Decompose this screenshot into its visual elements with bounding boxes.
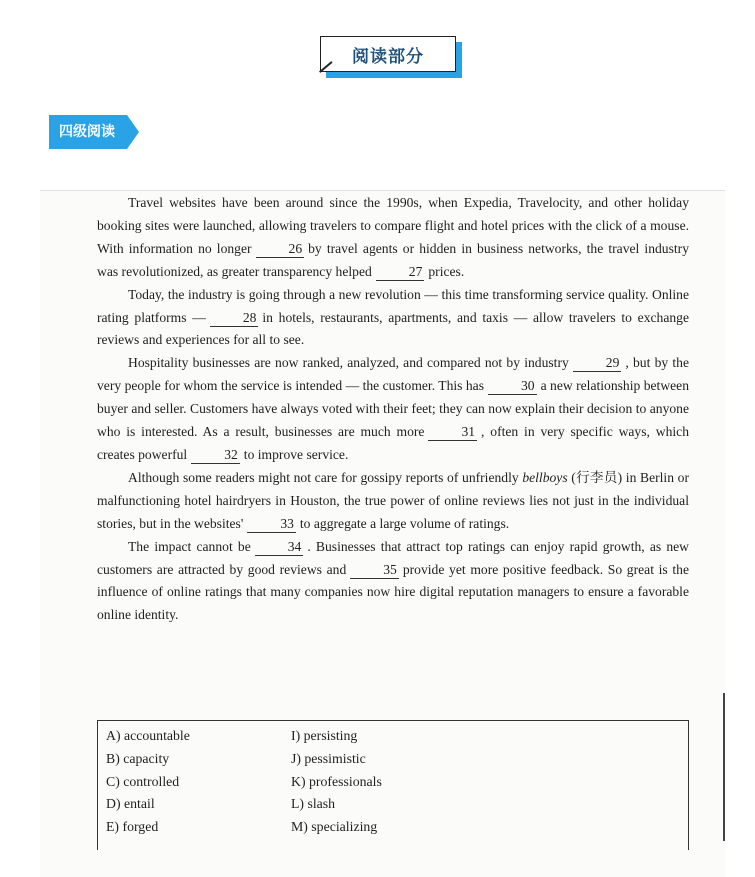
option-i: I) persisting: [291, 728, 358, 743]
paragraph-3: [97, 352, 689, 467]
passage-text: , often in very specific ways, which creates powerful: [97, 424, 689, 462]
paragraph-4: [97, 467, 689, 536]
blank-33: 33: [247, 516, 296, 533]
option-l: L) slash: [291, 796, 336, 812]
reading-passage: [97, 192, 689, 627]
passage-text: by travel agents or hidden in business networks, the travel industry was revolutionized, as greater transparency helped: [97, 240, 689, 279]
passage-text: Hospitality businesses are now ranked, analyzed, and compared not by industry: [128, 355, 569, 371]
passage-text: The impact cannot be: [128, 538, 251, 554]
passage-text: (行李员) in Berlin or malfunctioning hotel hairdryers in Houston, the true power of online reviews lies not just in the individual stories, but in the websites': [97, 469, 689, 531]
blank-31: 31: [428, 424, 477, 441]
paragraph-1: [97, 192, 689, 284]
passage-text: a new relationship between buyer and seller. Customers have always voted with their feet; they can now explain their decision to anyone who is interested. As a result, businesses are much more: [97, 378, 690, 440]
blank-34: 34: [255, 539, 304, 556]
passage-text: Travel websites have been around since the 1990s, when Expedia, Travelocity, and other holiday booking sites were launched, allowing travelers to compare flight and hotel prices with the click of a mouse. With information no longer: [97, 195, 689, 256]
passage-text: to improve service.: [243, 446, 349, 462]
blank-32: 32: [191, 447, 240, 464]
option-m: M) specializing: [291, 819, 378, 835]
word-bank-right-column: [291, 725, 382, 839]
paragraph-2: [97, 284, 689, 353]
italic-term: bellboys: [522, 469, 568, 485]
blank-28: 28: [210, 310, 259, 327]
word-bank: [97, 720, 689, 850]
option-k: K) professionals: [291, 773, 382, 789]
passage-text: Although some readers might not care for gossipy reports of unfriendly: [128, 469, 519, 485]
blank-26: 26: [256, 241, 305, 258]
page-edge-rule: [723, 693, 725, 841]
blank-29: 29: [573, 355, 622, 372]
option-b: B) capacity: [106, 750, 170, 766]
option-c: C) controlled: [106, 773, 180, 789]
option-j: J) pessimistic: [291, 750, 366, 766]
passage-text: to aggregate a large volume of ratings.: [299, 515, 510, 531]
blank-30: 30: [488, 378, 537, 395]
option-a: A) accountable: [106, 728, 190, 743]
passage-text: in hotels, restaurants, apartments, and taxis — allow travelers to exchange reviews and experiences for all to see.: [97, 309, 689, 348]
passage-text: , but by the very people for whom the service is intended — the customer. This has: [97, 355, 690, 394]
level-tag-label: 四级阅读: [49, 115, 127, 149]
word-bank-left-column: [106, 725, 190, 839]
blank-35: 35: [350, 562, 399, 579]
paragraph-5: [97, 536, 689, 628]
blank-27: 27: [376, 264, 425, 281]
passage-text: . Businesses that attract top ratings can enjoy rapid growth, as new customers are attracted by good reviews and: [97, 538, 689, 577]
option-e: E) forged: [106, 819, 159, 835]
passage-text: Today, the industry is going through a new revolution — this time transforming service quality. Online rating platforms —: [97, 286, 689, 325]
section-badge: [320, 36, 462, 78]
section-badge-box: [320, 36, 456, 72]
level-tag: [49, 115, 139, 149]
passage-text: provide yet more positive feedback. So great is the influence of online ratings that many companies now hire digital reputation managers to ensure a favorable online identity.: [97, 561, 690, 623]
section-title: 阅读部分: [352, 46, 424, 67]
passage-text: prices.: [428, 263, 465, 279]
level-tag-arrow-icon: [127, 115, 139, 149]
option-d: D) entail: [106, 796, 155, 812]
scan-top-edge: [40, 190, 725, 191]
